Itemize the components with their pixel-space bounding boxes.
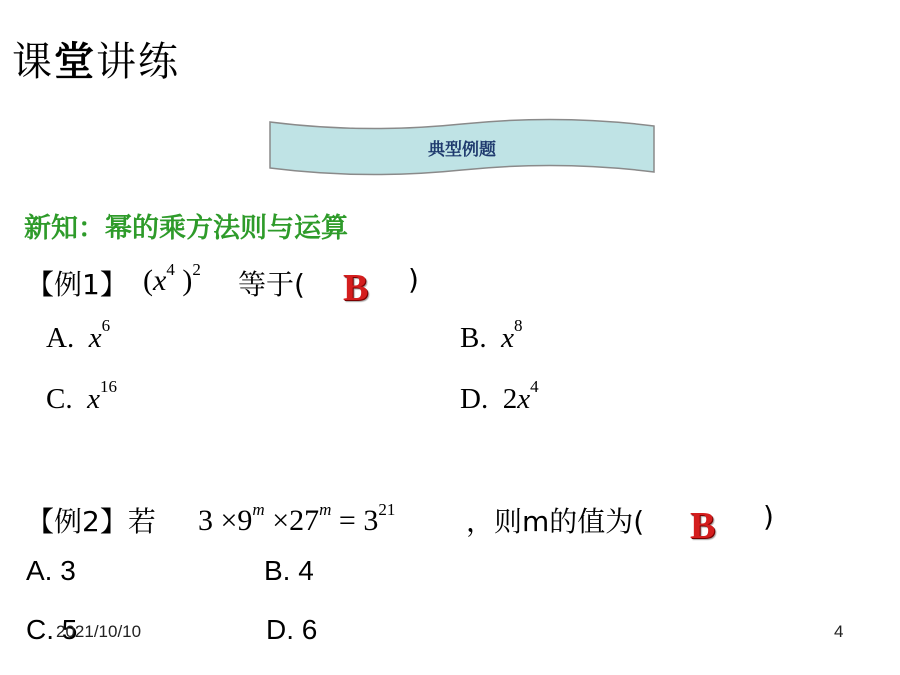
example1-option-d: D. $2x^4$ — [460, 377, 539, 415]
example2-option-b: B. 4 — [264, 555, 314, 586]
example1-option-c: C. $x^{16}$ — [46, 377, 117, 415]
example1-option-b: B. $x^8$ — [460, 316, 523, 354]
example2-expression: $3 \times 9^m \times 27^m = 3^{21}$ — [198, 500, 396, 537]
example2-stem: ，则m的值为( — [466, 505, 645, 538]
example2-option-d: D. 6 — [266, 614, 318, 645]
example1-answer: B — [343, 267, 369, 309]
banner-label: 典型例题 — [428, 139, 496, 160]
example2-answer: B — [690, 505, 716, 547]
example1-option-a: A. $x^6$ — [46, 316, 111, 354]
example1-expression: ($x^4$ )$^2$ — [143, 260, 201, 297]
example2-option-a: A. 3 — [26, 555, 76, 586]
example2-option-c: C. 5 — [26, 614, 78, 645]
footer-page-number: 4 — [834, 622, 844, 641]
example2-label: 【例2】若 — [26, 505, 156, 538]
example1-close-paren: ) — [408, 263, 419, 296]
topic-heading: 新知：幂的乘方法则与运算 — [24, 213, 348, 244]
page-title: 课堂讲练 — [12, 39, 180, 85]
example1-stem: 等于( — [238, 268, 305, 301]
example2-close-paren: ) — [763, 500, 774, 533]
example1-label: 【例1】 — [26, 268, 128, 301]
footer-date: 2021/10/10 — [56, 622, 142, 641]
section-banner — [268, 118, 656, 176]
